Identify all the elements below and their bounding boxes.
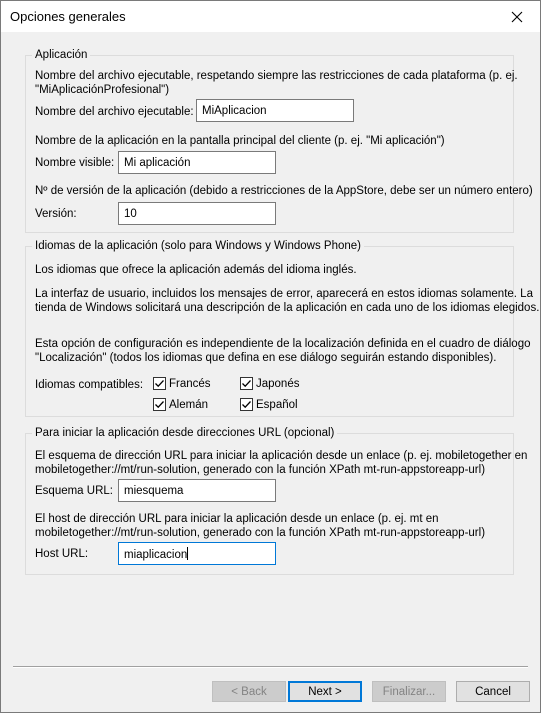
checkbox-label: Español: [256, 398, 298, 411]
version-label: Versión:: [35, 208, 77, 220]
footer-separator: [13, 666, 528, 668]
checkbox-box[interactable]: [153, 398, 166, 411]
checkmark-icon: [241, 378, 252, 389]
compatible-languages-label: Idiomas compatibles:: [35, 379, 144, 391]
close-icon: [511, 11, 523, 23]
checkbox-japanese[interactable]: [240, 377, 299, 390]
version-description: Nº de versión de la aplicación (debido a restricciones de la AppStore, debe ser un número entero): [35, 185, 533, 197]
url-scheme-input[interactable]: miesquema: [118, 479, 276, 502]
display-name-input[interactable]: Mi aplicación: [118, 151, 276, 174]
application-group-legend: Aplicación: [32, 48, 90, 62]
host-url-value: miaplicacion: [124, 549, 188, 561]
checkbox-label: Japonés: [256, 377, 300, 390]
exe-description-line1: Nombre del archivo ejecutable, respetando siempre las restricciones de cada plataforma (p. ej.: [35, 70, 518, 82]
next-button-label: Next >: [308, 685, 342, 698]
cancel-button[interactable]: [456, 681, 530, 702]
checkbox-box[interactable]: [240, 398, 253, 411]
host-description-line2: mobiletogether://mt/run-solution, generado con la función XPath mt-run-appstoreapp-url): [35, 527, 486, 539]
checkbox-box[interactable]: [240, 377, 253, 390]
exe-name-input[interactable]: MiAplicacion: [196, 99, 354, 122]
finish-button[interactable]: [372, 681, 446, 702]
ui-languages-note-line1: La interfaz de usuario, incluidos los mensajes de error, aparecerá en estos idiomas solamente. La: [35, 288, 533, 300]
app-name-description: Nombre de la aplicación en la pantalla principal del cliente (p. ej. "Mi aplicación"): [35, 135, 445, 147]
checkmark-icon: [154, 399, 165, 410]
localization-note-line2: "Localización" (todos los idiomas que defina en ese diálogo seguirán estando disponibles).: [35, 352, 497, 364]
languages-description: Los idiomas que ofrece la aplicación además del idioma inglés.: [35, 264, 357, 276]
checkbox-german[interactable]: [153, 398, 208, 411]
checkbox-label: Francés: [169, 377, 211, 390]
back-button-label: < Back: [231, 685, 267, 698]
close-button[interactable]: [494, 1, 540, 32]
exe-name-label: Nombre del archivo ejecutable:: [35, 106, 194, 118]
host-url-label: Host URL:: [35, 548, 89, 560]
next-button[interactable]: [288, 681, 362, 702]
checkbox-spanish[interactable]: [240, 398, 298, 411]
scheme-description-line2: mobiletogether://mt/run-solution, generado con la función XPath mt-run-appstoreapp-url): [35, 464, 486, 476]
languages-group-legend: Idiomas de la aplicación (solo para Windows y Windows Phone): [32, 239, 364, 253]
finish-button-label: Finalizar...: [382, 685, 436, 698]
text-caret: [187, 547, 188, 560]
back-button[interactable]: [212, 681, 286, 702]
scheme-description-line1: El esquema de dirección URL para iniciar la aplicación desde un enlace (p. ej. mobiletogether en: [35, 450, 528, 462]
checkmark-icon: [241, 399, 252, 410]
exe-description-line2: "MiAplicaciónProfesional"): [35, 84, 170, 96]
checkmark-icon: [154, 378, 165, 389]
host-url-input[interactable]: [118, 542, 276, 565]
checkbox-french[interactable]: [153, 377, 211, 390]
window-title: Opciones generales: [10, 9, 126, 24]
ui-languages-note-line2: tienda de Windows solicitará una descripción de la aplicación en cada uno de los idiomas elegidos.: [35, 302, 540, 314]
display-name-label: Nombre visible:: [35, 157, 115, 169]
url-group-legend: Para iniciar la aplicación desde direcciones URL (opcional): [32, 426, 337, 440]
title-bar[interactable]: [1, 1, 540, 32]
checkbox-label: Alemán: [169, 398, 208, 411]
checkbox-box[interactable]: [153, 377, 166, 390]
host-description-line1: El host de dirección URL para iniciar la aplicación desde un enlace (p. ej. mt en: [35, 513, 439, 525]
cancel-button-label: Cancel: [475, 685, 511, 698]
version-input[interactable]: 10: [118, 202, 276, 225]
localization-note-line1: Esta opción de configuración es independiente de la localización definida en el cuadro de diálogo: [35, 338, 531, 350]
url-scheme-label: Esquema URL:: [35, 485, 113, 497]
